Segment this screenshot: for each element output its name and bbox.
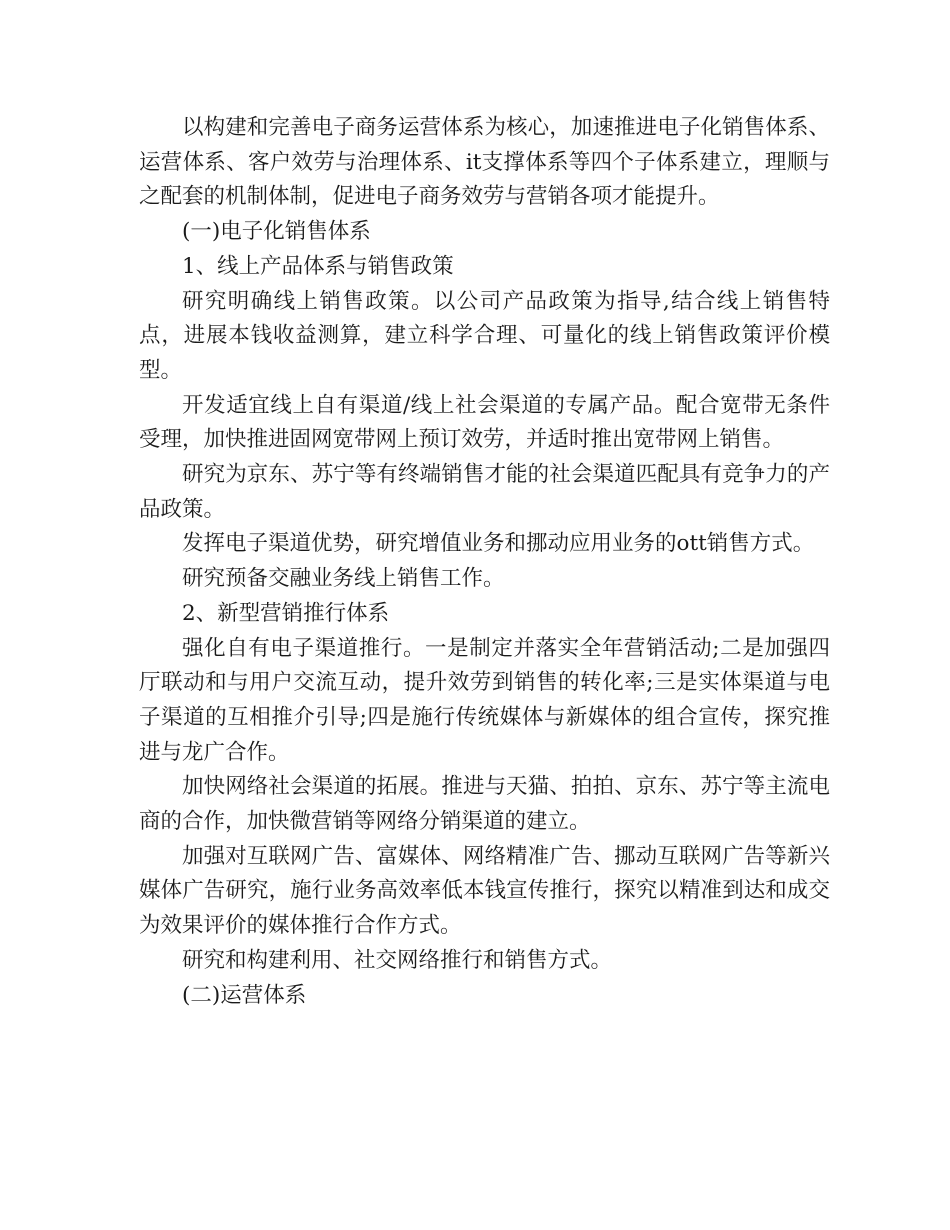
subsection-heading-marketing-promotion: 2、新型营销推行体系	[182, 600, 390, 626]
body-paragraph: 研究预备交融业务线上销售工作。	[182, 566, 505, 592]
body-paragraph: 加强对互联网广告、富媒体、网络精准广告、挪动互联网广告等新兴媒体广告研究，施行业务高效率低本钱宣传推行，探究以精准到达和成交为效果评价的媒体推行合作方式。	[139, 843, 830, 939]
body-paragraph: 强化自有电子渠道推行。一是制定并落实全年营销活动;二是加强四厅联动和与用户交流互动，提升效劳到销售的转化率;三是实体渠道与电子渠道的互相推介引导;四是施行传统媒体与新媒体的组合宣传，探究推进与龙广合作。	[139, 635, 830, 765]
body-paragraph: 加快网络社会渠道的拓展。推进与天猫、拍拍、京东、苏宁等主流电商的合作，加快微营销等网络分销渠道的建立。	[139, 774, 830, 835]
section-heading-operations: (二)运营体系	[182, 982, 307, 1008]
body-paragraph: 研究为京东、苏宁等有终端销售才能的社会渠道匹配具有竞争力的产品政策。	[139, 462, 830, 522]
intro-paragraph: 以构建和完善电子商务运营体系为核心，加速推进电子化销售体系、运营体系、客户效劳与治理体系、it支撑体系等四个子体系建立，理顺与之配套的机制体制，促进电子商务效劳与营销各项才能提升。	[139, 115, 830, 210]
body-paragraph: 开发适宜线上自有渠道/线上社会渠道的专属产品。配合宽带无条件受理，加快推进固网宽带网上预订效劳，并适时推出宽带网上销售。	[139, 392, 830, 453]
body-paragraph: 发挥电子渠道优势，研究增值业务和挪动应用业务的ott销售方式。	[182, 531, 815, 557]
subsection-heading-online-products: 1、线上产品体系与销售政策	[182, 253, 454, 279]
section-heading-electronic-sales: (一)电子化销售体系	[182, 219, 371, 245]
body-paragraph: 研究和构建利用、社交网络推行和销售方式。	[182, 947, 613, 973]
body-paragraph: 研究明确线上销售政策。以公司产品政策为指导,结合线上销售特点，进展本钱收益测算，建立科学合理、可量化的线上销售政策评价模型。	[139, 288, 830, 383]
